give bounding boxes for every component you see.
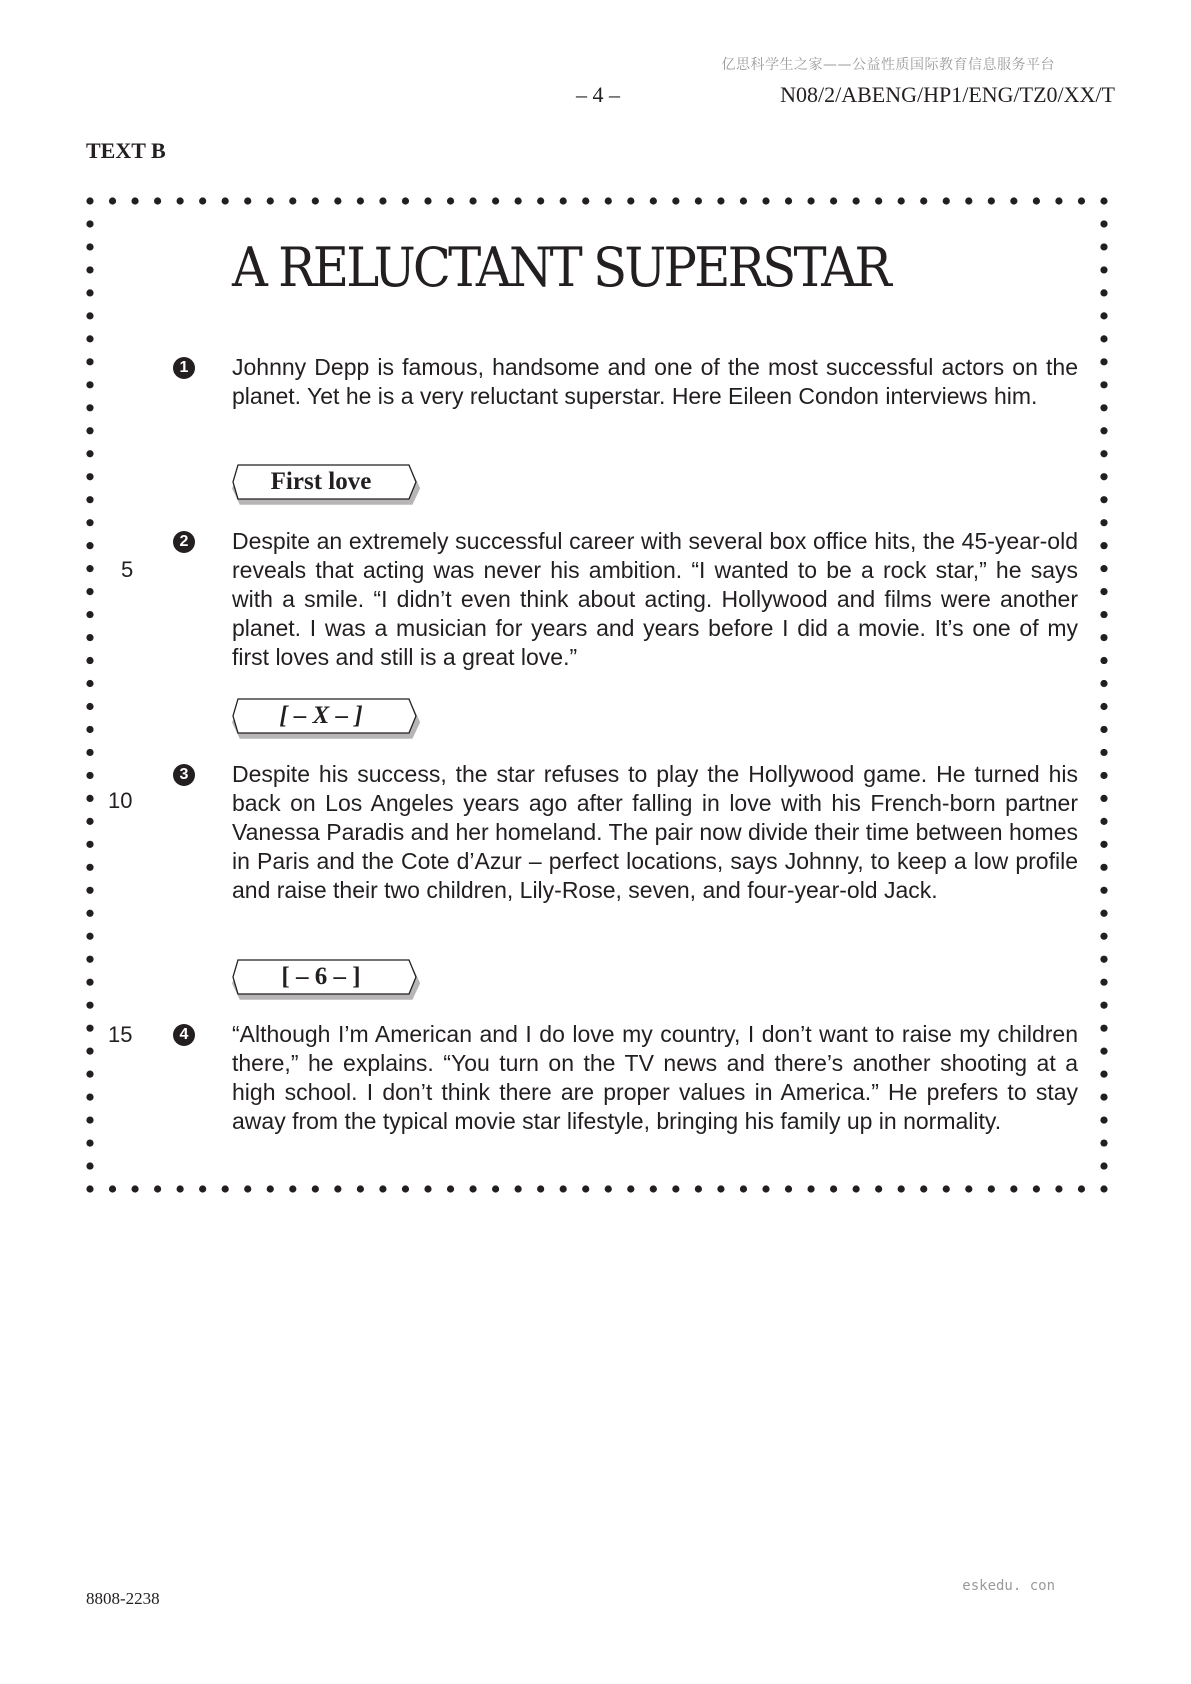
paper-code: N08/2/ABENG/HP1/ENG/TZ0/XX/T bbox=[780, 82, 1115, 107]
footer-code: 8808-2238 bbox=[86, 1589, 160, 1608]
subheading-text: First love bbox=[270, 468, 372, 495]
subheading-banner-6 bbox=[232, 959, 420, 1003]
subheading-banner-first-love bbox=[232, 464, 420, 508]
paragraph-1: Johnny Depp is famous, handsome and one of the most successful actors on the planet. Yet he is a very reluctant superstar. Here Eileen Condon interviews him. bbox=[232, 354, 1078, 409]
watermark-top: 亿思科学生之家——公益性质国际教育信息服务平台 bbox=[721, 57, 1055, 73]
subheading-banner-x bbox=[232, 698, 420, 742]
paragraph-4: “Although I’m American and I do love my country, I don’t want to raise my children there,” he explains. “You turn on the TV news and there’s another shooting at a high school. I don’t think there are proper values in America.” He prefers to stay away from the typical movie star lifestyle, bringing his family up in normality. bbox=[232, 1021, 1078, 1134]
line-number-5: 5 bbox=[121, 557, 134, 582]
subheading-text: [ – X – ] bbox=[279, 702, 363, 729]
paragraph-marker-2: 2 bbox=[173, 531, 195, 553]
paragraph-marker-4: 4 bbox=[173, 1024, 195, 1046]
paragraph-marker-3: 3 bbox=[173, 764, 195, 786]
page-number: – 4 – bbox=[576, 82, 620, 107]
article-title: A RELUCTANT SUPERSTAR bbox=[232, 236, 889, 299]
paragraph-marker-1: 1 bbox=[173, 357, 195, 379]
paragraph-3: Despite his success, the star refuses to play the Hollywood game. He turned his back on Los Angeles years ago after falling in love with his French-born partner Vanessa Paradis and her homeland. The pair now divide their time between homes in Paris and the Cote d’Azur – perfect locations, says Johnny, to keep a low profile and raise their two children, Lily-Rose, seven, and four-year-old Jack. bbox=[232, 761, 1078, 903]
section-label: TEXT B bbox=[86, 138, 166, 163]
paragraph-2: Despite an extremely successful career with several box office hits, the 45-year-old reveals that acting was never his ambition. “I wanted to be a rock star,” he says with a smile. “I didn’t even think about acting. Hollywood and films were another planet. I was a musician for years and years before I did a movie. It’s one of my first loves and still is a great love.” bbox=[232, 528, 1078, 670]
line-number-15: 15 bbox=[108, 1022, 133, 1047]
line-number-10: 10 bbox=[108, 788, 133, 813]
subheading-text: [ – 6 – ] bbox=[281, 963, 361, 990]
watermark-bottom: eskedu. con bbox=[962, 1578, 1055, 1594]
